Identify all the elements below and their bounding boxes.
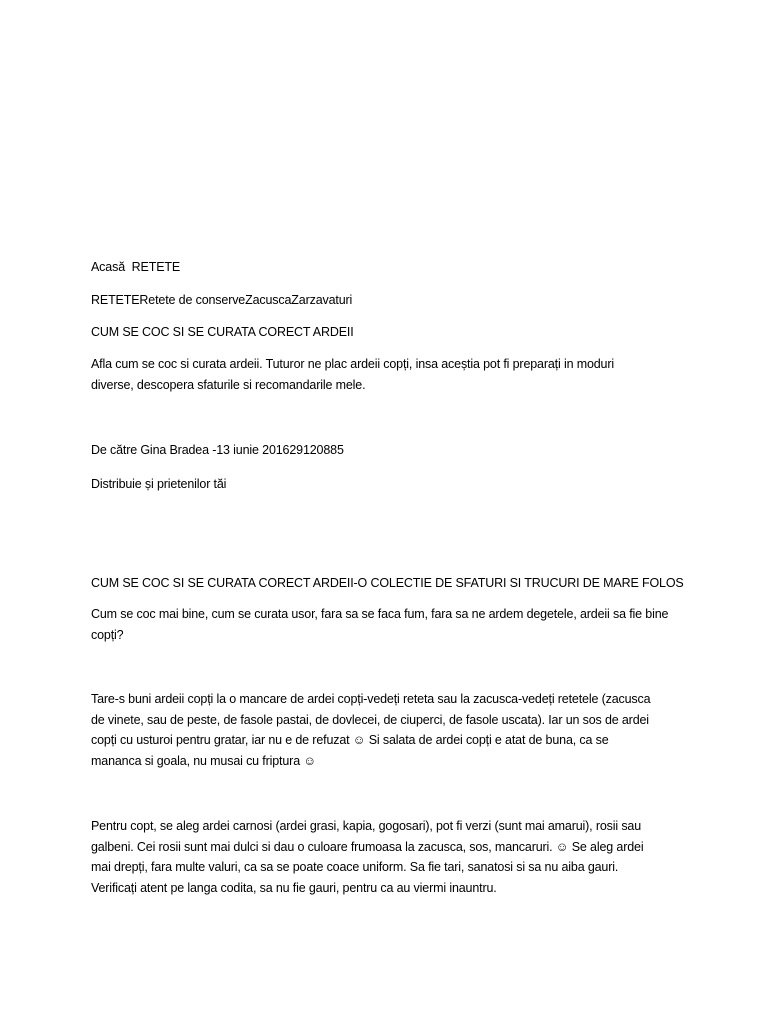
paragraph-line: Tare-s buni ardeii copți la o mancare de ardei copți-vedeți reteta sau la zacusca-vedeți retetele (zacusca [91,692,651,706]
page-title: CUM SE COC SI SE CURATA CORECT ARDEII [91,325,354,339]
paragraph-line: Pentru copt, se aleg ardei carnosi (ardei grasi, kapia, gogosari), pot fi verzi (sunt mai amarui), rosii sau [91,819,642,833]
paragraph-line: Cum se coc mai bine, cum se curata usor, fara sa se faca fum, fara sa ne ardem degetele, ardeii sa fie bine [91,607,669,621]
paragraph-line: mananca si goala, nu musai cu friptura ☺ [91,753,316,768]
breadcrumb-section-link[interactable]: RETETE [131,260,181,274]
paragraph-line: de vinete, sau de peste, de fasole pastai, de dovlecei, de ciuperci, de fasole uscata). Iar un sos de ardei [91,712,649,727]
intro-line: diverse, descopera sfaturile si recomandarile mele. [91,377,366,392]
byline: De către Gina Bradea -13 iunie 201629120885 [91,443,344,457]
breadcrumb [91,257,691,277]
paragraph-3 [91,816,691,898]
breadcrumb-home-link[interactable]: Acasă [91,260,125,274]
paragraph-line: copți? [91,627,124,642]
paragraph-line: Verificați atent pe langa codita, sa nu fie gauri, pentru ca au viermi inauntru. [91,880,497,895]
paragraph-1 [91,604,691,645]
share-label[interactable]: Distribuie și prietenilor tăi [91,477,227,491]
paragraph-2 [91,689,691,771]
paragraph-line: galbeni. Cei rosii sunt mai dulci si dau o culoare frumoasa la zacusca, sos, mancaruri. ☺ Se aleg ardei [91,839,644,854]
intro-paragraph [91,354,691,395]
paragraph-line: copți cu usturoi pentru gratar, iar nu e de refuzat ☺ Si salata de ardei copți e atat de buna, ca se [91,733,609,748]
article-subtitle: CUM SE COC SI SE CURATA CORECT ARDEII-O COLECTIE DE SFATURI SI TRUCURI DE MARE FOLOS [91,576,684,590]
category-links[interactable]: RETETERetete de conserveZacuscaZarzavaturi [91,293,353,307]
paragraph-line: mai drepți, fara multe valuri, ca sa se poate coace uniform. Sa fie tari, sanatosi si sa nu aiba gauri. [91,860,619,875]
intro-line: Afla cum se coc si curata ardeii. Tuturor ne plac ardeii copți, insa aceștia pot fi preparați in moduri [91,357,615,371]
